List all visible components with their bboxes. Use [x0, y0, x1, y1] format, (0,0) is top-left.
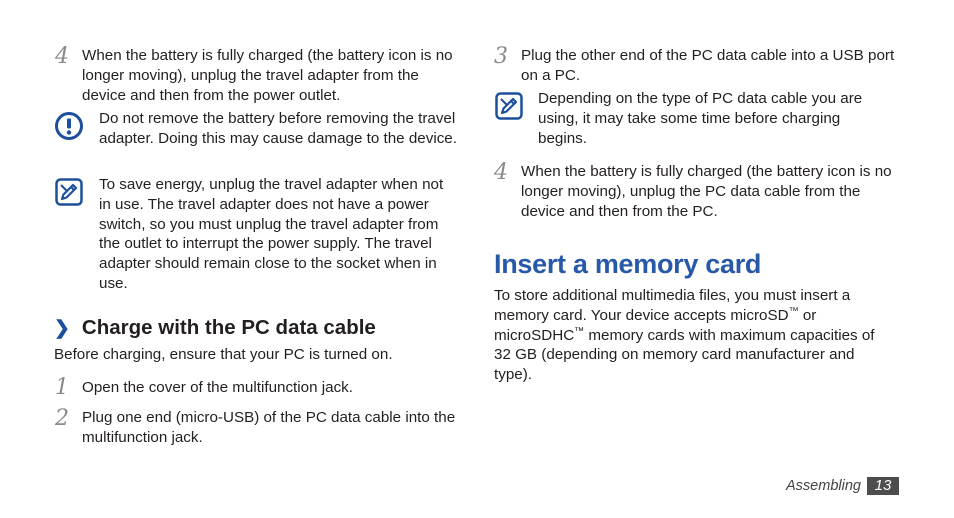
- memory-card-paragraph: [494, 286, 889, 385]
- step-2-text: Plug one end (micro-USB) of the PC data cable into the multifunction jack.: [82, 409, 456, 446]
- section-title: Insert a memory card: [494, 249, 762, 279]
- step-3-text: Plug the other end of the PC data cable into a USB port on a PC.: [521, 47, 895, 84]
- note-icon: [494, 91, 524, 121]
- warning-note-text: Do not remove the battery before removing the travel adapter. Doing this may cause damage to the device.: [99, 110, 457, 147]
- cable-note-text: Depending on the type of PC data cable you are using, it may take some time before charging begins.: [538, 90, 863, 147]
- step-number-2: 2: [55, 406, 69, 431]
- paragraph-text: To store additional multimedia files, you must insert a memory card. Your device accepts microSD: [494, 287, 851, 324]
- step-number-1: 1: [55, 375, 69, 400]
- step-4-text: When the battery is fully charged (the battery icon is no longer moving), unplug the travel adapter from the device and then from the power outlet.: [82, 47, 453, 104]
- energy-note-text: To save energy, unplug the travel adapter when not in use. The travel adapter does not have a power switch, so you must unplug the travel adapter from the outlet to interrupt the power supply. The travel adapter should remain close to the socket when in use.: [99, 176, 444, 292]
- paragraph-text: memory cards with maximum capacities of 32 GB (depending on memory card manufacturer and type).: [494, 326, 875, 384]
- page-number-badge: 13: [867, 477, 899, 495]
- step-number-3: 3: [494, 44, 508, 69]
- chevron-icon: ❯: [54, 318, 70, 339]
- section-intro: Before charging, ensure that your PC is turned on.: [54, 346, 393, 363]
- caution-icon: [54, 111, 84, 141]
- step-number-4: 4: [494, 160, 508, 185]
- note-icon: [54, 177, 84, 207]
- step-4-text: When the battery is fully charged (the battery icon is no longer moving), unplug the PC data cable from the device and then from the PC.: [521, 163, 892, 220]
- step-number-4: 4: [55, 44, 69, 69]
- step-1-text: Open the cover of the multifunction jack.: [82, 379, 353, 396]
- footer-section-label: Assembling: [786, 478, 861, 494]
- paragraph-text: or microSDHC: [494, 306, 817, 344]
- section-title: Charge with the PC data cable: [81, 316, 376, 339]
- section-heading: [54, 316, 464, 341]
- trademark-symbol: ™: [788, 305, 799, 317]
- trademark-symbol: ™: [574, 325, 585, 337]
